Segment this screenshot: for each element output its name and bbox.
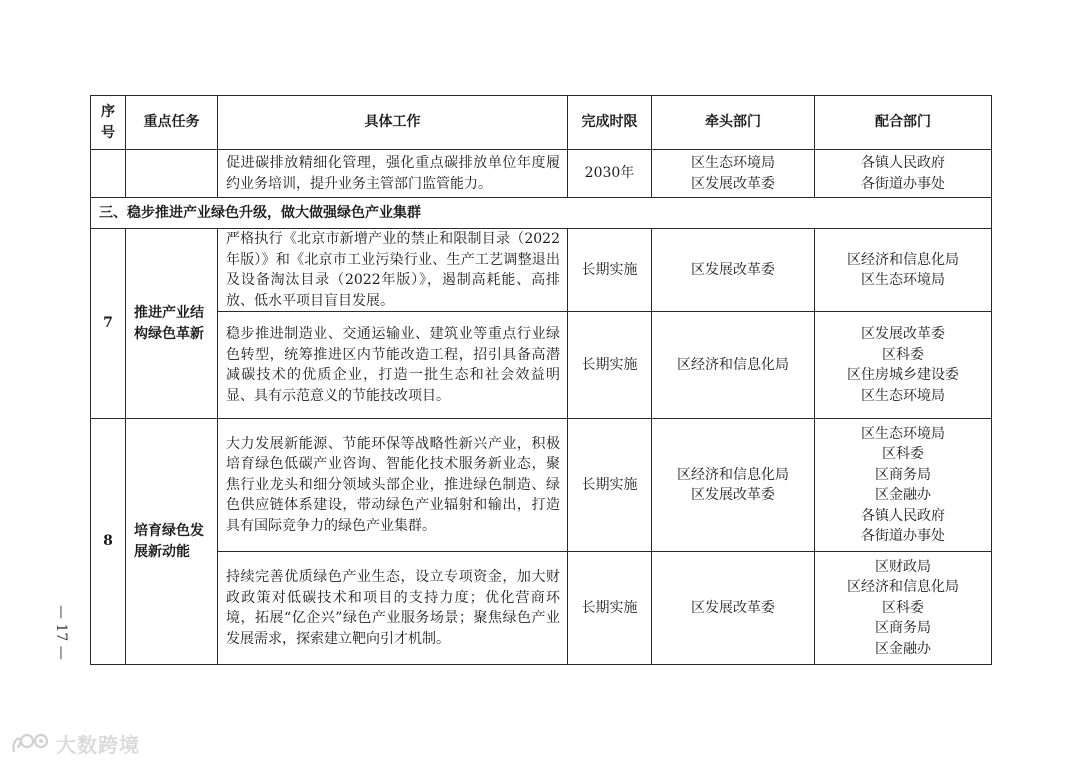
work-cell: 促进碳排放精细化管理，强化重点碳排放单位年度履约业务培训，提升业务主管部门监管能力。 — [218, 150, 568, 198]
section-heading: 三、稳步推进产业绿色升级，做大做强绿色产业集群 — [91, 198, 992, 229]
header-work: 具体工作 — [218, 96, 568, 150]
header-coop: 配合部门 — [815, 96, 992, 150]
task-table — [90, 95, 992, 665]
table-row — [91, 552, 992, 665]
coop-dept: 区生态环境局 — [861, 272, 945, 288]
header-deadline: 完成时限 — [568, 96, 652, 150]
coop-dept: 区科委 — [882, 346, 924, 363]
lead-dept: 区生态环境局 — [691, 155, 775, 171]
lead-dept: 区经济和信息化局 — [677, 466, 789, 483]
table-row — [91, 419, 992, 552]
lead-cell — [652, 150, 815, 198]
coop-dept: 各镇人民政府 — [861, 507, 945, 524]
coop-dept: 区金融办 — [875, 640, 931, 657]
header-lead: 牵头部门 — [652, 96, 815, 150]
coop-dept: 区财政局 — [875, 558, 931, 575]
lead-cell — [652, 229, 815, 312]
seq-number: 8 — [91, 419, 126, 665]
lead-dept: 区发展改革委 — [691, 599, 775, 616]
deadline-cell: 长期实施 — [568, 229, 652, 312]
coop-dept: 各镇人民政府 — [861, 155, 945, 171]
coop-dept: 各街道办事处 — [861, 175, 945, 192]
coop-cell — [815, 419, 992, 552]
deadline-cell: 长期实施 — [568, 552, 652, 665]
coop-dept: 区住房城乡建设委 — [847, 367, 959, 383]
work-cell: 大力发展新能源、节能环保等战略性新兴产业，积极培育绿色低碳产业咨询、智能化技术服务新业态，聚焦行业龙头和细分领域头部企业，推进绿色制造、绿色供应链体系建设，带动绿色产业辐射和输出，打造具有国际竞争力的绿色产业集群。 — [218, 419, 568, 552]
coop-dept: 区金融办 — [875, 487, 931, 503]
lead-cell — [652, 552, 815, 665]
lead-cell — [652, 312, 815, 419]
coop-dept: 各街道办事处 — [861, 528, 945, 544]
table-row — [91, 312, 992, 419]
coop-dept: 区经济和信息化局 — [847, 579, 959, 596]
table-row — [91, 229, 992, 312]
coop-dept: 区经济和信息化局 — [847, 251, 959, 268]
coop-dept: 区商务局 — [875, 620, 931, 637]
coop-dept: 区科委 — [882, 599, 924, 616]
section-row — [91, 198, 992, 229]
header-seq: 序 号 — [91, 96, 126, 150]
coop-dept: 区科委 — [882, 446, 924, 462]
coop-dept: 区生态环境局 — [861, 387, 945, 404]
lead-dept: 区发展改革委 — [691, 175, 775, 192]
coop-cell — [815, 552, 992, 665]
task-name: 培育绿色发展新动能 — [126, 419, 218, 665]
page-number: — 17 — — [53, 605, 69, 660]
coop-dept: 区商务局 — [875, 466, 931, 483]
work-cell: 严格执行《北京市新增产业的禁止和限制目录（2022年版）》和《北京市工业污染行业、生产工艺调整退出及设备淘汰目录（2022年版）》，遏制高耗能、高排放、低水平项目盲目发展。 — [218, 229, 568, 312]
lead-dept: 区经济和信息化局 — [677, 356, 789, 373]
work-cell: 稳步推进制造业、交通运输业、建筑业等重点行业绿色转型，统筹推进区内节能改造工程，招引具备高潜减碳技术的优质企业，打造一批生态和社会效益明显、具有示范意义的节能技改项目。 — [218, 312, 568, 419]
watermark-logo-icon — [10, 731, 52, 755]
coop-cell — [815, 312, 992, 419]
task-cell — [126, 150, 218, 198]
watermark — [10, 729, 140, 757]
coop-cell — [815, 229, 992, 312]
table-row — [91, 150, 992, 198]
lead-cell — [652, 419, 815, 552]
lead-dept: 区发展改革委 — [691, 261, 775, 278]
lead-dept: 区发展改革委 — [691, 487, 775, 503]
deadline-cell: 2030年 — [568, 150, 652, 198]
watermark-text: 大数跨境 — [56, 732, 140, 757]
coop-dept: 区发展改革委 — [861, 326, 945, 342]
header-task: 重点任务 — [126, 96, 218, 150]
task-name: 推进产业结构绿色革新 — [126, 229, 218, 419]
deadline-cell: 长期实施 — [568, 419, 652, 552]
seq-number: 7 — [91, 229, 126, 419]
work-cell: 持续完善优质绿色产业生态，设立专项资金，加大财政政策对低碳技术和项目的支持力度；优化营商环境，拓展“亿企兴”绿色产业服务场景；聚焦绿色产业发展需求，探索建立靶向引才机制。 — [218, 552, 568, 665]
seq-cell — [91, 150, 126, 198]
coop-dept: 区生态环境局 — [861, 425, 945, 442]
deadline-cell: 长期实施 — [568, 312, 652, 419]
coop-cell — [815, 150, 992, 198]
table-header-row — [91, 96, 992, 150]
